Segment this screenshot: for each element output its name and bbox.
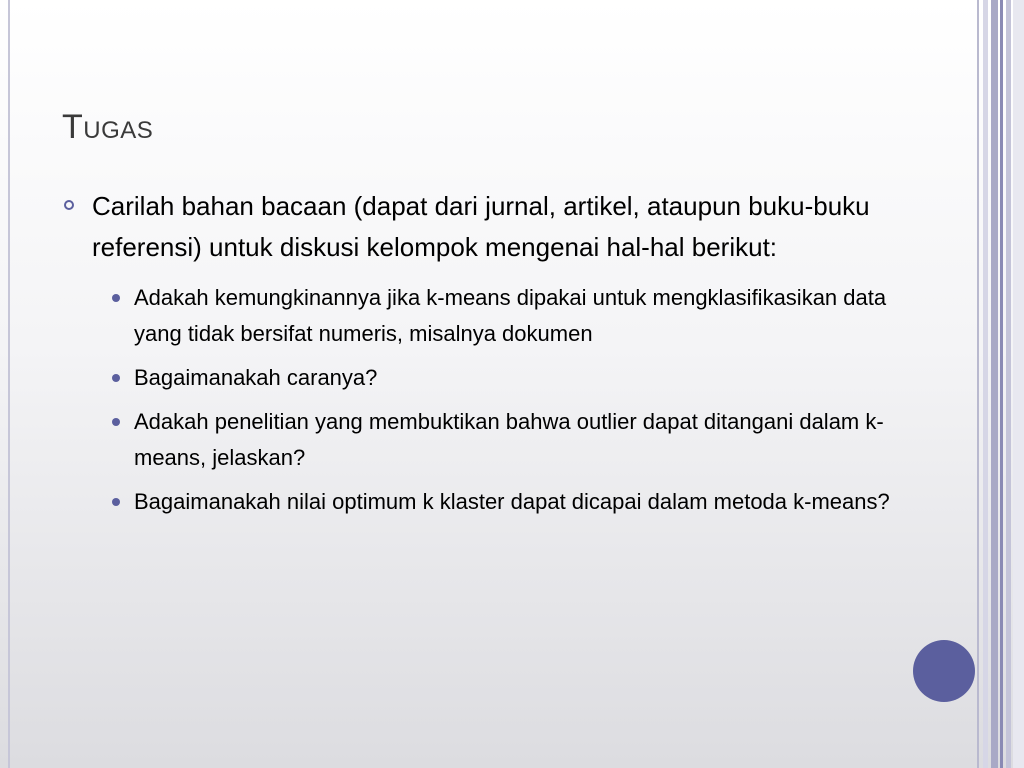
slide-title: Tugas [62,108,154,146]
right-stripe [983,0,988,768]
right-stripe [1006,0,1011,768]
right-stripe [991,0,998,768]
main-bullet-text: Carilah bahan bacaan (dapat dari jurnal, artikel, ataupun buku-buku referensi) untuk diskusi kelompok mengenai hal-hal berikut: [92,191,870,262]
dot-bullet-icon [112,418,120,426]
sub-bullet-text: Bagaimanakah nilai optimum k klaster dapat dicapai dalam metoda k-means? [134,489,890,514]
sub-bullet-text: Bagaimanakah caranya? [134,365,378,390]
sub-bullet-item [104,360,910,396]
sub-bullet-item [104,404,910,476]
left-frame-line [8,0,10,768]
slide-content [60,186,910,528]
dot-bullet-icon [112,498,120,506]
main-bullet-item [60,186,910,268]
sub-bullet-text: Adakah kemungkinannya jika k-means dipakai untuk mengklasifikasikan data yang tidak bersifat numeris, misalnya dokumen [134,285,887,346]
right-stripe [977,0,979,768]
sub-bullet-item [104,484,910,520]
decorative-circle [913,640,975,702]
sub-bullet-item [104,280,910,352]
dot-bullet-icon [112,294,120,302]
ring-bullet-icon [64,200,74,210]
sub-bullet-list [60,280,910,520]
right-stripe [1000,0,1003,768]
sub-bullet-text: Adakah penelitian yang membuktikan bahwa outlier dapat ditangani dalam k-means, jelaskan? [134,409,884,470]
dot-bullet-icon [112,374,120,382]
right-stripe [1013,0,1024,768]
